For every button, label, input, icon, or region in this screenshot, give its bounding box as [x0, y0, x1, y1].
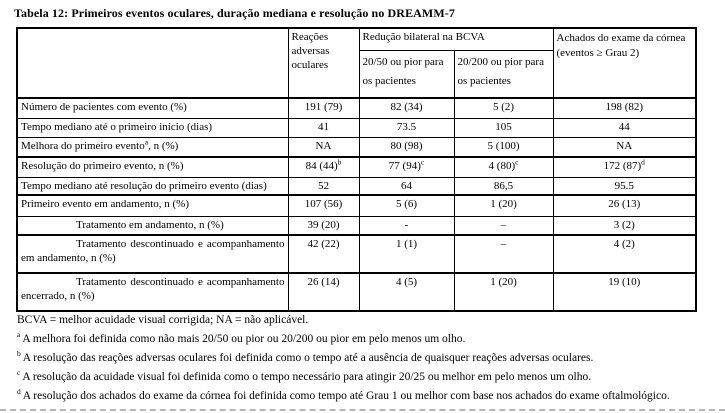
footnote-marker: c	[420, 157, 425, 167]
table-cell: 84 $(44)^b$	[288, 157, 359, 177]
table-cell: 1 (20)	[454, 273, 553, 311]
table-row	[17, 118, 696, 137]
row-label: Tempo mediano até resolução do primeiro evento (dias)	[17, 177, 288, 195]
row-label: Tratamento descontinuado e acompanhamento encerrado, n (%)	[17, 273, 288, 311]
table-cell: 42 (22)	[288, 235, 359, 273]
table-cell: 95.5	[553, 177, 696, 195]
footnote-marker: c	[17, 368, 21, 378]
table-cell: 5 (100)	[454, 137, 553, 157]
table-row	[17, 216, 696, 235]
table-cell: 3 (2)	[553, 216, 696, 235]
footnote-a: $^a$ A melhora foi definida como não mais 20/50 ou pior ou 20/200 ou pior em pelo menos um olho.	[17, 330, 466, 345]
table-row	[17, 195, 696, 216]
table-cell: –	[454, 216, 553, 235]
footnote-marker: c	[515, 157, 519, 167]
row-label: Melhora do primeiro evento$^a$, n (%)	[17, 137, 288, 157]
corner-cell	[17, 28, 288, 98]
table-cell: 80 (98)	[359, 137, 454, 157]
table-cell: 19 (10)	[553, 273, 696, 311]
table-title: Tabela 12: Primeiros eventos oculares, duração mediana e resolução no DREAMM-7	[14, 6, 455, 20]
table-cell: 4 (5)	[359, 273, 454, 311]
footnote-marker: a	[144, 137, 149, 146]
table-row	[17, 177, 696, 195]
footnote-b: $^b$ A resolução das reações adversas oculares foi definida como o tempo até a ausência de quaisquer reações adversas oculares.	[17, 349, 594, 364]
col-header-20200: 20/200 ou pior para os pacientes	[454, 50, 553, 98]
footnote-marker: b	[17, 349, 21, 359]
table-row	[17, 98, 696, 118]
data-table	[16, 27, 697, 312]
table-row	[17, 137, 696, 157]
table-cell: 4 $(80)^c$	[454, 157, 553, 177]
table-cell: 1 (1)	[359, 235, 454, 273]
row-label: Número de pacientes com evento (%)	[17, 98, 288, 118]
table-cell: 107 (56)	[288, 195, 359, 216]
table-cell: 73.5	[359, 118, 454, 137]
table-cell: 172 $(87)^d$	[553, 157, 696, 177]
table-cell: -	[359, 216, 454, 235]
table-cell: –	[454, 235, 553, 273]
table-row	[17, 273, 696, 311]
col-header-2050: 20/50 ou pior para os pacientes	[359, 50, 454, 98]
table-cell: 64	[359, 177, 454, 195]
table-cell: 77 $(94)^c$	[359, 157, 454, 177]
row-label: Tratamento em andamento, n (%)	[17, 216, 288, 235]
footnote-marker: d	[641, 157, 645, 167]
header-row-group	[17, 28, 696, 50]
table-cell: 44	[553, 118, 696, 137]
table-cell: 191 (79)	[288, 98, 359, 118]
table-cell: NA	[553, 137, 696, 157]
table-cell: 105	[454, 118, 553, 137]
table-cell: 5 (2)	[454, 98, 553, 118]
table-cell: 41	[288, 118, 359, 137]
footnote-marker: d	[17, 387, 21, 397]
table-cell: 5 (6)	[359, 195, 454, 216]
row-label: Resolução do primeiro evento, n (%)	[17, 157, 288, 177]
row-label: Tempo mediano até o primeiro início (dias)	[17, 118, 288, 137]
table-cell: 4 (2)	[553, 235, 696, 273]
table-cell: 26 (14)	[288, 273, 359, 311]
table-row	[17, 157, 696, 177]
footnote-d: $^d$ A resolução dos achados do exame da córnea foi definida como tempo até Grau 1 ou melhor com base nos achados do exame oftalmológico.	[17, 387, 670, 402]
table-cell: 1 (20)	[454, 195, 553, 216]
col-header-reacoes-adversas: Reações adversas oculares	[288, 28, 359, 98]
table-cell: 82 (34)	[359, 98, 454, 118]
table-row	[17, 235, 696, 273]
footnote-marker: b	[337, 157, 342, 167]
col-header-bcva-group: Redução bilateral na BCVA	[359, 28, 553, 50]
table-cell: 39 (20)	[288, 216, 359, 235]
table-cell: 26 (13)	[553, 195, 696, 216]
table-cell: NA	[288, 137, 359, 157]
table-cell: 52	[288, 177, 359, 195]
table-cell: 198 (82)	[553, 98, 696, 118]
col-header-cornea: Achados do exame da córnea (eventos ≥ Grau 2)	[553, 28, 696, 98]
footnote-c: $^c$ A resolução da acuidade visual foi definida como o tempo necessário para atingir 20/25 ou melhor em pelo menos um olho.	[17, 368, 592, 383]
footnote-marker: a	[17, 330, 21, 340]
row-label: Primeiro evento em andamento, n (%)	[17, 195, 288, 216]
row-label: Tratamento descontinuado e acompanhamento em andamento, n (%)	[17, 235, 288, 273]
table-cell: 86,5	[454, 177, 553, 195]
abbreviation-note: BCVA = melhor acuidade visual corrigida; NA = não aplicável.	[17, 314, 309, 326]
page-bottom-divider	[0, 409, 725, 411]
